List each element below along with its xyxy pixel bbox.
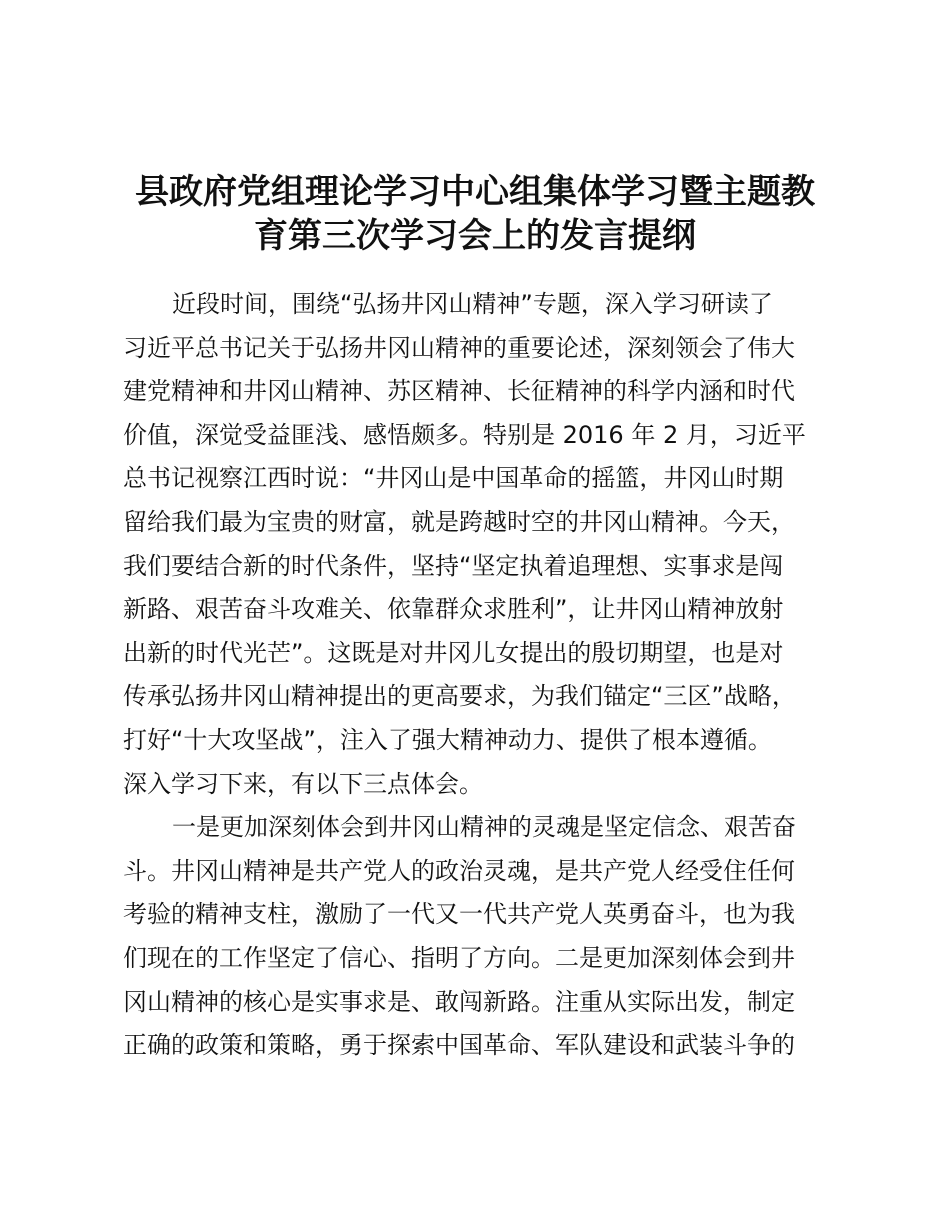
paragraph-1-line-5: 总书记视察江西时说：“井冈山是中国革命的摇篮，井冈山时期 <box>123 464 784 493</box>
paragraph-1-line-3: 建党精神和井冈山精神、苏区精神、长征精神的科学内涵和时代 <box>123 377 795 406</box>
paragraph-2-line-4: 们现在的工作坚定了信心、指明了方向。二是更加深刻体会到井 <box>123 943 795 972</box>
paragraph-1-line-12: 深入学习下来，有以下三点体会。 <box>123 769 483 798</box>
paragraph-1-line-1: 近段时间，围绕“弘扬井冈山精神”专题，深入学习研读了 <box>172 290 773 318</box>
paragraph-1-line-6: 留给我们最为宝贵的财富，就是跨越时空的井冈山精神。今天， <box>123 507 795 536</box>
paragraph-2-line-2: 斗。井冈山精神是共产党人的政治灵魂，是共产党人经受住任何 <box>123 856 795 885</box>
paragraph-1-line-4: 价值，深觉受益匪浅、感悟颇多。特别是 2016 年 2 月，习近平 <box>123 420 806 449</box>
paragraph-1-line-7: 我们要结合新的时代条件，坚持“坚定执着追理想、实事求是闯 <box>123 551 784 580</box>
document-title <box>110 170 840 258</box>
paragraph-1-line-11: 打好“十大攻坚战”，注入了强大精神动力、提供了根本遵循。 <box>123 725 772 754</box>
paragraph-2-line-1: 一是更加深刻体会到井冈山精神的灵魂是坚定信念、艰苦奋 <box>172 813 796 842</box>
title-line-1: 县政府党组理论学习中心组集体学习暨主题教 <box>135 172 815 212</box>
document-body <box>123 283 835 1068</box>
paragraph-2-line-3: 考验的精神支柱，激励了一代又一代共产党人英勇奋斗，也为我 <box>123 900 795 929</box>
paragraph-1-line-2: 习近平总书记关于弘扬井冈山精神的重要论述，深刻领会了伟大 <box>123 333 795 362</box>
paragraph-2-line-5: 冈山精神的核心是实事求是、敢闯新路。注重从实际出发，制定 <box>123 987 795 1016</box>
paragraph-2-line-6: 正确的政策和策略，勇于探索中国革命、军队建设和武装斗争的 <box>123 1031 795 1060</box>
paragraph-1-line-9: 出新的时代光芒”。这既是对井冈儿女提出的殷切期望，也是对 <box>123 638 784 667</box>
paragraph-1-line-8: 新路、艰苦奋斗攻难关、依靠群众求胜利”，让井冈山精神放射 <box>123 595 784 624</box>
title-line-2: 育第三次学习会上的发言提纲 <box>254 216 696 256</box>
paragraph-1-line-10: 传承弘扬井冈山精神提出的更高要求，为我们锚定“三区”战略， <box>123 682 796 711</box>
